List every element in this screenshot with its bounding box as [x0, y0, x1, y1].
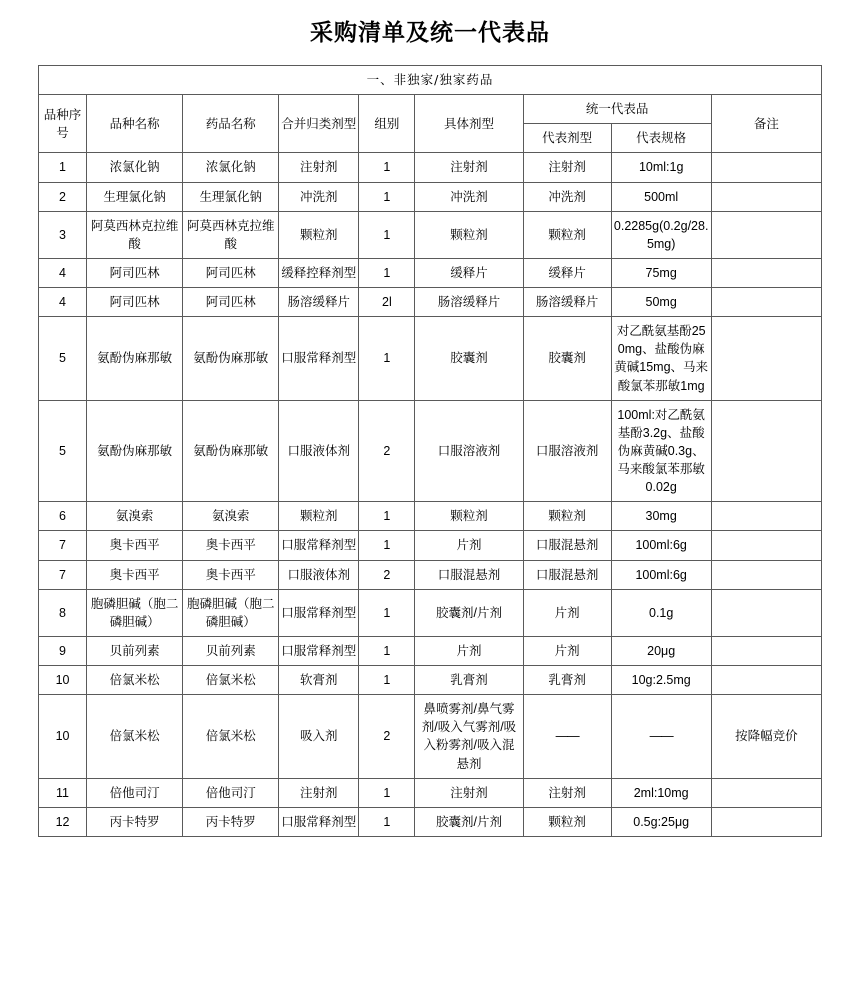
cell-remark — [711, 502, 821, 531]
cell-merge-form: 冲洗剂 — [279, 182, 359, 211]
header-drug: 药品名称 — [183, 95, 279, 153]
cell-drug: 倍他司汀 — [183, 778, 279, 807]
cell-seq: 7 — [39, 560, 87, 589]
header-merge-form: 合并归类剂型 — [279, 95, 359, 153]
cell-drug: 贝前列素 — [183, 636, 279, 665]
table-row — [39, 695, 822, 779]
cell-drug: 生理氯化钠 — [183, 182, 279, 211]
cell-seq: 10 — [39, 695, 87, 779]
cell-rep-form: 注射剂 — [523, 778, 611, 807]
table-row — [39, 288, 822, 317]
cell-remark — [711, 317, 821, 401]
cell-group: 2 — [359, 695, 415, 779]
cell-rep-spec: 20μg — [611, 636, 711, 665]
cell-group: 1 — [359, 182, 415, 211]
cell-rep-form: 肠溶缓释片 — [523, 288, 611, 317]
table-row — [39, 211, 822, 258]
cell-drug: 奥卡西平 — [183, 560, 279, 589]
cell-merge-form: 口服液体剂 — [279, 400, 359, 502]
cell-variety: 氨溴索 — [87, 502, 183, 531]
header-remark: 备注 — [711, 95, 821, 153]
table-row — [39, 502, 822, 531]
cell-seq: 5 — [39, 317, 87, 401]
cell-rep-form: —— — [523, 695, 611, 779]
cell-variety: 阿司匹林 — [87, 258, 183, 287]
cell-group: 2 — [359, 400, 415, 502]
table-header-row-1 — [39, 95, 822, 124]
cell-remark — [711, 778, 821, 807]
cell-remark: 按降幅竞价 — [711, 695, 821, 779]
document-page — [0, 14, 860, 837]
cell-remark — [711, 258, 821, 287]
cell-group: 2l — [359, 288, 415, 317]
cell-group: 1 — [359, 778, 415, 807]
cell-seq: 4 — [39, 258, 87, 287]
cell-rep-form: 冲洗剂 — [523, 182, 611, 211]
cell-rep-form: 颗粒剂 — [523, 211, 611, 258]
section-title: 一、非独家/独家药品 — [39, 66, 822, 95]
cell-drug: 氨酚伪麻那敏 — [183, 317, 279, 401]
header-form: 具体剂型 — [415, 95, 523, 153]
cell-form: 冲洗剂 — [415, 182, 523, 211]
cell-seq: 2 — [39, 182, 87, 211]
cell-variety: 倍他司汀 — [87, 778, 183, 807]
table-row — [39, 666, 822, 695]
cell-variety: 氨酚伪麻那敏 — [87, 317, 183, 401]
cell-variety: 丙卡特罗 — [87, 807, 183, 836]
cell-form: 注射剂 — [415, 778, 523, 807]
cell-group: 1 — [359, 666, 415, 695]
cell-drug: 奥卡西平 — [183, 531, 279, 560]
cell-seq: 4 — [39, 288, 87, 317]
cell-form: 胶囊剂 — [415, 317, 523, 401]
cell-form: 口服溶液剂 — [415, 400, 523, 502]
cell-variety: 奥卡西平 — [87, 560, 183, 589]
header-rep-group: 统一代表品 — [523, 95, 711, 124]
cell-group: 1 — [359, 807, 415, 836]
cell-merge-form: 缓释控释剂型 — [279, 258, 359, 287]
cell-group: 1 — [359, 258, 415, 287]
cell-remark — [711, 153, 821, 182]
table-row — [39, 317, 822, 401]
cell-rep-form: 注射剂 — [523, 153, 611, 182]
cell-remark — [711, 589, 821, 636]
cell-drug: 倍氯米松 — [183, 666, 279, 695]
cell-seq: 1 — [39, 153, 87, 182]
cell-remark — [711, 531, 821, 560]
cell-variety: 奥卡西平 — [87, 531, 183, 560]
page-title: 采购清单及统一代表品 — [310, 20, 550, 46]
cell-drug: 氨溴索 — [183, 502, 279, 531]
cell-seq: 3 — [39, 211, 87, 258]
cell-rep-spec: 10g:2.5mg — [611, 666, 711, 695]
cell-remark — [711, 211, 821, 258]
table-row — [39, 153, 822, 182]
cell-rep-spec: 100ml:对乙酰氨基酚3.2g、盐酸伪麻黄碱0.3g、马来酸氯苯那敏0.02g — [611, 400, 711, 502]
cell-rep-form: 片剂 — [523, 589, 611, 636]
cell-variety: 阿莫西林克拉维酸 — [87, 211, 183, 258]
cell-rep-spec: 0.5g:25μg — [611, 807, 711, 836]
cell-seq: 11 — [39, 778, 87, 807]
cell-form: 鼻喷雾剂/鼻气雾剂/吸入气雾剂/吸入粉雾剂/吸入混悬剂 — [415, 695, 523, 779]
cell-remark — [711, 560, 821, 589]
cell-rep-form: 口服溶液剂 — [523, 400, 611, 502]
table-row — [39, 636, 822, 665]
cell-seq: 6 — [39, 502, 87, 531]
cell-variety: 阿司匹林 — [87, 288, 183, 317]
cell-group: 1 — [359, 531, 415, 560]
cell-merge-form: 口服常释剂型 — [279, 807, 359, 836]
table-row — [39, 531, 822, 560]
table-row — [39, 778, 822, 807]
cell-form: 颗粒剂 — [415, 502, 523, 531]
cell-seq: 12 — [39, 807, 87, 836]
cell-merge-form: 软膏剂 — [279, 666, 359, 695]
cell-drug: 倍氯米松 — [183, 695, 279, 779]
cell-rep-form: 缓释片 — [523, 258, 611, 287]
cell-rep-form: 片剂 — [523, 636, 611, 665]
cell-merge-form: 注射剂 — [279, 778, 359, 807]
cell-drug: 阿司匹林 — [183, 258, 279, 287]
cell-rep-form: 颗粒剂 — [523, 807, 611, 836]
cell-merge-form: 吸入剂 — [279, 695, 359, 779]
cell-seq: 8 — [39, 589, 87, 636]
cell-form: 缓释片 — [415, 258, 523, 287]
header-seq: 品种序号 — [39, 95, 87, 153]
cell-group: 1 — [359, 636, 415, 665]
table-row — [39, 182, 822, 211]
cell-seq: 9 — [39, 636, 87, 665]
cell-rep-spec: 75mg — [611, 258, 711, 287]
cell-variety: 氨酚伪麻那敏 — [87, 400, 183, 502]
cell-seq: 10 — [39, 666, 87, 695]
cell-merge-form: 注射剂 — [279, 153, 359, 182]
cell-drug: 氨酚伪麻那敏 — [183, 400, 279, 502]
cell-merge-form: 口服液体剂 — [279, 560, 359, 589]
cell-rep-spec: 2ml:10mg — [611, 778, 711, 807]
cell-rep-form: 口服混悬剂 — [523, 531, 611, 560]
cell-form: 片剂 — [415, 636, 523, 665]
cell-variety: 贝前列素 — [87, 636, 183, 665]
cell-drug: 浓氯化钠 — [183, 153, 279, 182]
table-row — [39, 807, 822, 836]
cell-form: 口服混悬剂 — [415, 560, 523, 589]
cell-variety: 浓氯化钠 — [87, 153, 183, 182]
cell-form: 肠溶缓释片 — [415, 288, 523, 317]
cell-remark — [711, 288, 821, 317]
cell-merge-form: 口服常释剂型 — [279, 636, 359, 665]
cell-form: 颗粒剂 — [415, 211, 523, 258]
cell-form: 胶囊剂/片剂 — [415, 807, 523, 836]
header-rep-form: 代表剂型 — [523, 124, 611, 153]
cell-rep-spec: 100ml:6g — [611, 531, 711, 560]
cell-remark — [711, 807, 821, 836]
cell-rep-form: 颗粒剂 — [523, 502, 611, 531]
cell-rep-spec: 500ml — [611, 182, 711, 211]
cell-group: 1 — [359, 211, 415, 258]
cell-rep-form: 口服混悬剂 — [523, 560, 611, 589]
cell-group: 2 — [359, 560, 415, 589]
table-row — [39, 258, 822, 287]
cell-form: 注射剂 — [415, 153, 523, 182]
table-body — [39, 66, 822, 837]
cell-rep-form: 胶囊剂 — [523, 317, 611, 401]
procurement-table — [38, 65, 822, 837]
cell-rep-spec: 100ml:6g — [611, 560, 711, 589]
cell-remark — [711, 400, 821, 502]
cell-rep-spec: 对乙酰氨基酚250mg、盐酸伪麻黄碱15mg、马来酸氯苯那敏1mg — [611, 317, 711, 401]
cell-rep-spec: 0.2285g(0.2g/28.5mg) — [611, 211, 711, 258]
cell-merge-form: 颗粒剂 — [279, 502, 359, 531]
cell-seq: 5 — [39, 400, 87, 502]
table-row — [39, 400, 822, 502]
cell-rep-spec: 10ml:1g — [611, 153, 711, 182]
cell-merge-form: 肠溶缓释片 — [279, 288, 359, 317]
table-row — [39, 589, 822, 636]
cell-group: 1 — [359, 502, 415, 531]
header-group: 组别 — [359, 95, 415, 153]
cell-drug: 丙卡特罗 — [183, 807, 279, 836]
cell-merge-form: 颗粒剂 — [279, 211, 359, 258]
header-variety: 品种名称 — [87, 95, 183, 153]
cell-rep-spec: 0.1g — [611, 589, 711, 636]
cell-drug: 阿司匹林 — [183, 288, 279, 317]
cell-seq: 7 — [39, 531, 87, 560]
cell-merge-form: 口服常释剂型 — [279, 589, 359, 636]
cell-form: 乳膏剂 — [415, 666, 523, 695]
cell-variety: 倍氯米松 — [87, 695, 183, 779]
cell-variety: 倍氯米松 — [87, 666, 183, 695]
cell-group: 1 — [359, 153, 415, 182]
table-row — [39, 560, 822, 589]
table-section-title-row — [39, 66, 822, 95]
cell-form: 胶囊剂/片剂 — [415, 589, 523, 636]
cell-merge-form: 口服常释剂型 — [279, 531, 359, 560]
cell-rep-spec: 50mg — [611, 288, 711, 317]
cell-rep-form: 乳膏剂 — [523, 666, 611, 695]
cell-merge-form: 口服常释剂型 — [279, 317, 359, 401]
header-rep-spec: 代表规格 — [611, 124, 711, 153]
cell-group: 1 — [359, 589, 415, 636]
cell-rep-spec: 30mg — [611, 502, 711, 531]
cell-rep-spec: —— — [611, 695, 711, 779]
table-container — [0, 65, 860, 837]
cell-form: 片剂 — [415, 531, 523, 560]
cell-drug: 阿莫西林克拉维酸 — [183, 211, 279, 258]
cell-remark — [711, 636, 821, 665]
cell-drug: 胞磷胆碱（胞二磷胆碱） — [183, 589, 279, 636]
cell-variety: 生理氯化钠 — [87, 182, 183, 211]
cell-remark — [711, 182, 821, 211]
cell-remark — [711, 666, 821, 695]
cell-variety: 胞磷胆碱（胞二磷胆碱） — [87, 589, 183, 636]
cell-group: 1 — [359, 317, 415, 401]
